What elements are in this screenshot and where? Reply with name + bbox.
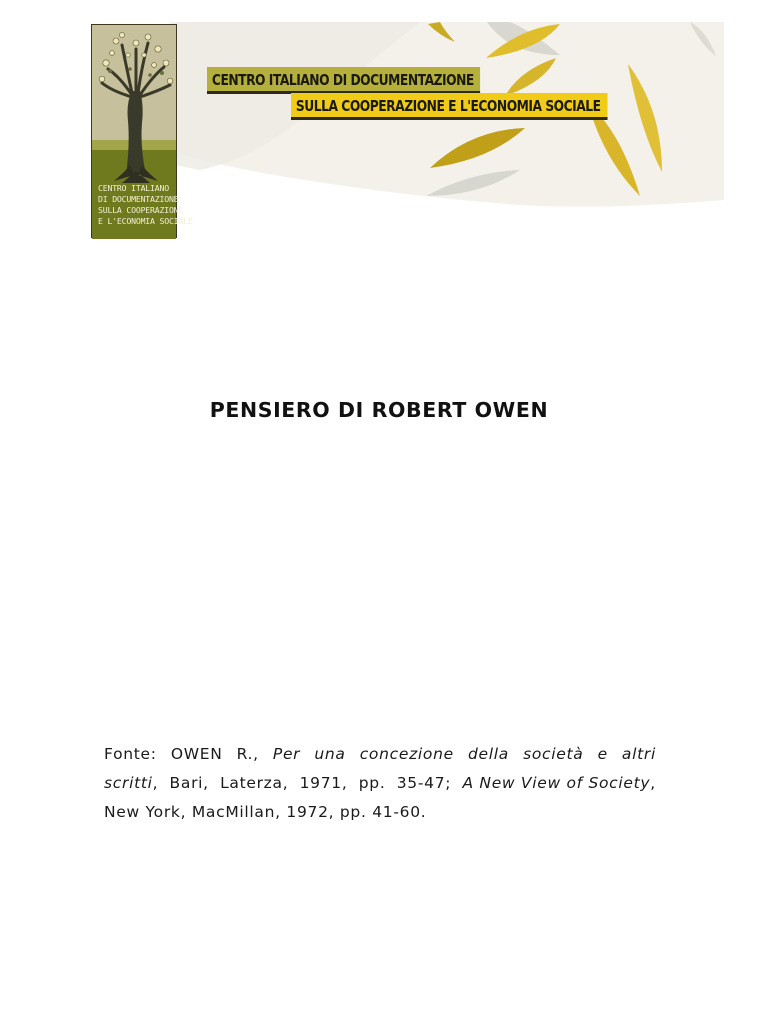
source-author: OWEN [170,745,223,763]
source-publisher: Laterza, [220,774,289,792]
source-citation [104,740,656,827]
source-word: Fonte: [104,745,157,763]
source-title-word: concezione [359,745,454,763]
source-title-word: e [597,745,608,763]
banner-label-organization: CENTRO ITALIANO DI DOCUMENTAZIONE [207,67,480,94]
logo-text-line: E L'ECONOMIA SOCIALE [98,216,193,226]
source-title-word: scritti [104,774,153,792]
tree-icon [92,25,178,185]
header-banner [0,0,724,250]
source-title-word: Per [272,745,301,763]
source-punctuation: , [152,774,159,792]
source-line-3: New York, MacMillan, 1972, pp. 41-60. [104,803,427,821]
source-title-word: della [467,745,509,763]
source-year: 1971, [299,774,348,792]
logo-text-line: DI DOCUMENTAZIONE [98,194,179,204]
banner-label-subtitle: SULLA COOPERAZIONE E L'ECONOMIA SOCIALE [291,93,607,120]
logo-text-line: CENTRO ITALIANO [98,183,169,193]
logo-text [98,183,193,227]
source-title-word: A New View of Society [462,774,651,792]
source-city: Bari, [169,774,209,792]
source-title-end [104,769,158,798]
source-title-word: altri [621,745,656,763]
source-line-2 [104,769,656,798]
source-title-word: una [314,745,346,763]
logo-text-line: SULLA COOPERAZIONE [98,205,184,215]
source-second-title [462,769,655,798]
source-author-initial: R., [236,745,259,763]
source-punctuation: , [650,774,656,792]
source-line-1 [104,740,656,769]
source-pages: 35-47; [396,774,452,792]
cooperative-logo [91,24,193,238]
document-title: PENSIERO DI ROBERT OWEN [209,398,549,422]
source-word: pp. [358,774,386,792]
source-title-word: società [523,745,584,763]
